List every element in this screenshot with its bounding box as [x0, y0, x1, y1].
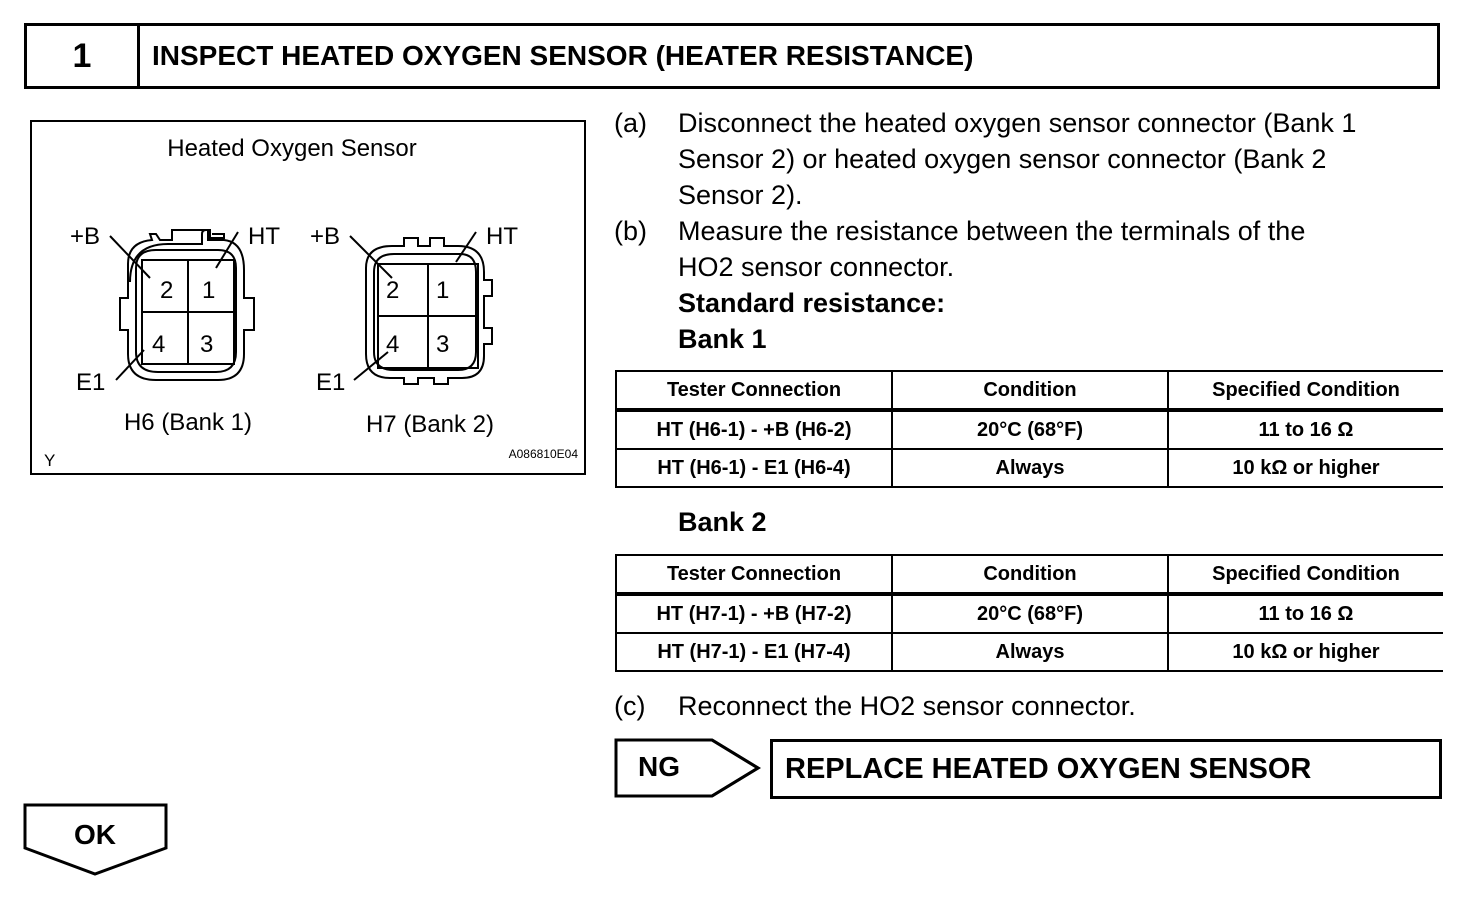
h6-label-ht: HT [248, 223, 280, 250]
instruction-a-label: (a) [614, 108, 647, 138]
corner-mark: Y [44, 451, 56, 470]
ok-arrow-shape [22, 802, 172, 878]
instruction-a-line: Sensor 2) or heated oxygen sensor connector (Bank 2 [678, 144, 1327, 174]
table-cell: 11 to 16 Ω [1168, 594, 1443, 633]
table-header-row [616, 371, 1443, 410]
table-cell: HT (H6-1) - +B (H6-2) [616, 410, 892, 449]
h7-label-b: +B [310, 223, 341, 250]
table-cell: 20°C (68°F) [892, 594, 1168, 633]
table-cell: Always [892, 449, 1168, 487]
instruction-a-line: Sensor 2). [678, 180, 803, 210]
instruction-b-label: (b) [614, 216, 647, 246]
bank2-label: Bank 2 [678, 507, 767, 537]
table-cell: HT (H7-1) - +B (H7-2) [616, 594, 892, 633]
diagram-title: Heated Oxygen Sensor [167, 135, 417, 162]
ok-label: OK [74, 819, 116, 850]
h7-pin-2: 2 [386, 277, 400, 304]
ok-arrow [22, 802, 172, 883]
connector-diagram [30, 120, 586, 475]
table-cell: 11 to 16 Ω [1168, 410, 1443, 449]
h7-caption: H7 (Bank 2) [365, 411, 495, 438]
h6-label-b: +B [70, 223, 101, 250]
connector-h6 [110, 230, 254, 380]
step-number: 1 [27, 26, 140, 86]
bank2-table [615, 554, 1443, 672]
instruction-b-line: Measure the resistance between the terminals of the [678, 216, 1306, 246]
table-row [616, 594, 1443, 633]
h7-pin-4: 4 [386, 331, 400, 358]
instruction-a [614, 105, 1472, 213]
step-title: INSPECT HEATED OXYGEN SENSOR (HEATER RESISTANCE) [152, 40, 974, 71]
h6-pin-3: 3 [200, 331, 214, 358]
h6-pin-4: 4 [152, 331, 166, 358]
connector-diagram-svg [32, 122, 588, 477]
step-header [24, 23, 1440, 89]
column-header: Condition [892, 371, 1168, 410]
ng-arrow-shape [614, 738, 764, 798]
instruction-b-line: HO2 sensor connector. [678, 252, 955, 282]
h7-label-ht: HT [486, 223, 518, 250]
ng-arrow [614, 738, 764, 803]
ng-label: NG [638, 751, 680, 782]
h6-pin-2: 2 [160, 277, 174, 304]
instruction-c-text: Reconnect the HO2 sensor connector. [678, 691, 1136, 721]
column-header: Specified Condition [1168, 555, 1443, 594]
table-row [616, 633, 1443, 671]
column-header: Tester Connection [616, 371, 892, 410]
h7-pin-3: 3 [436, 331, 450, 358]
instruction-a-text [678, 105, 1468, 213]
bank1-label: Bank 1 [678, 324, 767, 354]
table-cell: HT (H7-1) - E1 (H7-4) [616, 633, 892, 671]
table-cell: HT (H6-1) - E1 (H6-4) [616, 449, 892, 487]
table-cell: 20°C (68°F) [892, 410, 1168, 449]
h6-caption: H6 (Bank 1) [123, 409, 253, 436]
column-header: Tester Connection [616, 555, 892, 594]
connector-h7 [350, 232, 492, 384]
column-header: Specified Condition [1168, 371, 1443, 410]
h6-pin-1: 1 [202, 277, 216, 304]
table-cell: 10 kΩ or higher [1168, 633, 1443, 671]
instruction-c-label: (c) [614, 691, 646, 721]
instruction-c [614, 688, 1472, 724]
h7-label-e1: E1 [316, 369, 346, 396]
column-header: Condition [892, 555, 1168, 594]
standard-resistance-label: Standard resistance: [678, 288, 946, 318]
bank1-table [615, 370, 1443, 488]
instruction-a-line: Disconnect the heated oxygen sensor connector (Bank 1 [678, 108, 1357, 138]
h7-pin-1: 1 [436, 277, 450, 304]
figure-code: A086810E04 [508, 447, 578, 461]
ng-action-box: REPLACE HEATED OXYGEN SENSOR [770, 739, 1442, 799]
table-cell: 10 kΩ or higher [1168, 449, 1443, 487]
instruction-b-text [678, 213, 1468, 285]
instruction-b [614, 213, 1472, 285]
table-row [616, 449, 1443, 487]
h6-label-e1: E1 [76, 369, 106, 396]
table-header-row [616, 555, 1443, 594]
table-row [616, 410, 1443, 449]
table-cell: Always [892, 633, 1168, 671]
